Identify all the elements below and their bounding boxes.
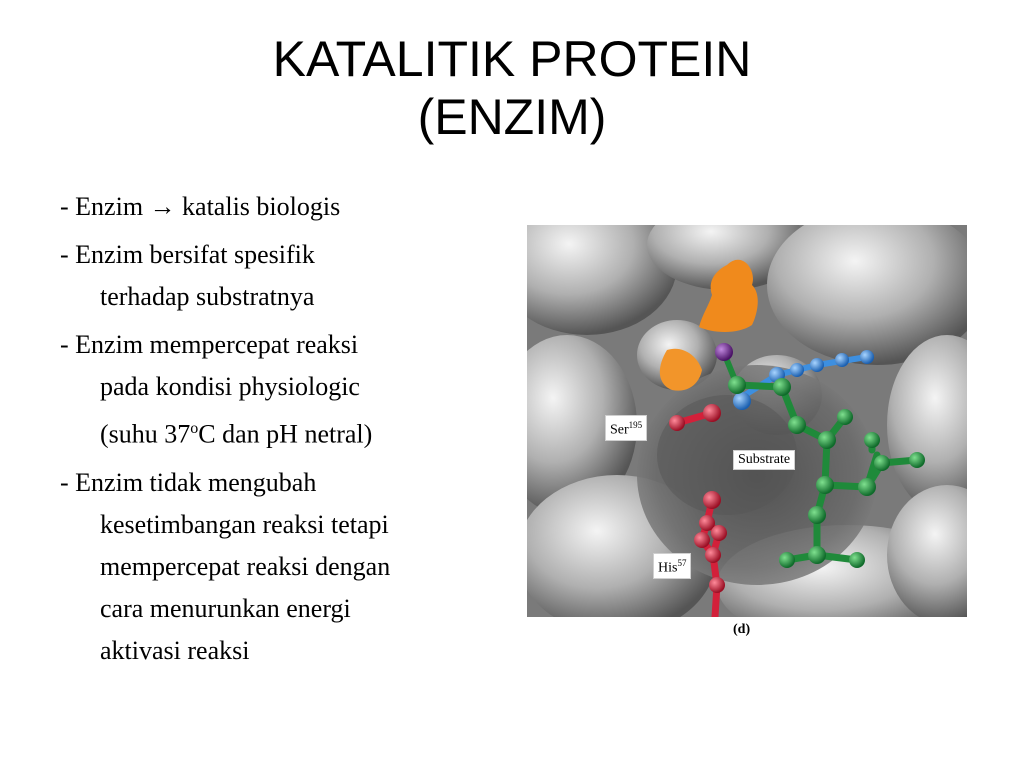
bullet-item — [60, 324, 490, 456]
title-line-1: KATALITIK PROTEIN — [272, 31, 752, 87]
molecular-surface-image — [527, 225, 967, 617]
bullet-text: mempercepat reaksi dengan — [100, 551, 391, 581]
title-line-2: (ENZIM) — [417, 89, 607, 145]
his-label: His$^{57}$ — [653, 553, 691, 579]
bullet-prefix: - — [60, 467, 76, 497]
figure-caption: (d) — [733, 622, 751, 637]
bullet-text: Enzim → katalis biologis — [75, 192, 341, 221]
enzyme-active-site-figure — [527, 225, 967, 617]
substrate-label: Substrate — [733, 450, 795, 470]
bullet-list — [60, 186, 490, 678]
bullet-item — [60, 186, 490, 228]
bullet-text: cara menurunkan energi — [100, 593, 351, 623]
bullet-text: Enzim mempercepat reaksi — [75, 330, 359, 359]
bullet-text: kesetimbangan reaksi tetapi — [100, 509, 389, 539]
bullet-prefix: - — [60, 192, 76, 221]
bullet-text: Enzim bersifat spesifik — [75, 240, 315, 269]
ser-label: Ser$^{195}$ — [605, 415, 647, 441]
slide-title — [0, 30, 1024, 146]
bullet-text: aktivasi reaksi — [100, 635, 250, 665]
degree-sup: o — [190, 420, 199, 437]
bullet-prefix: - — [60, 240, 76, 269]
bullet-temp-line: (suhu 37$^o$C dan pH netral) — [100, 419, 373, 449]
bullet-text: Enzim tidak mengubah — [75, 467, 317, 497]
bullet-text: pada kondisi physiologic — [100, 372, 360, 401]
bullet-item — [60, 462, 490, 672]
bullet-text: terhadap substratnya — [100, 282, 315, 311]
bullet-item — [60, 234, 490, 318]
bullet-prefix: - — [60, 330, 76, 359]
